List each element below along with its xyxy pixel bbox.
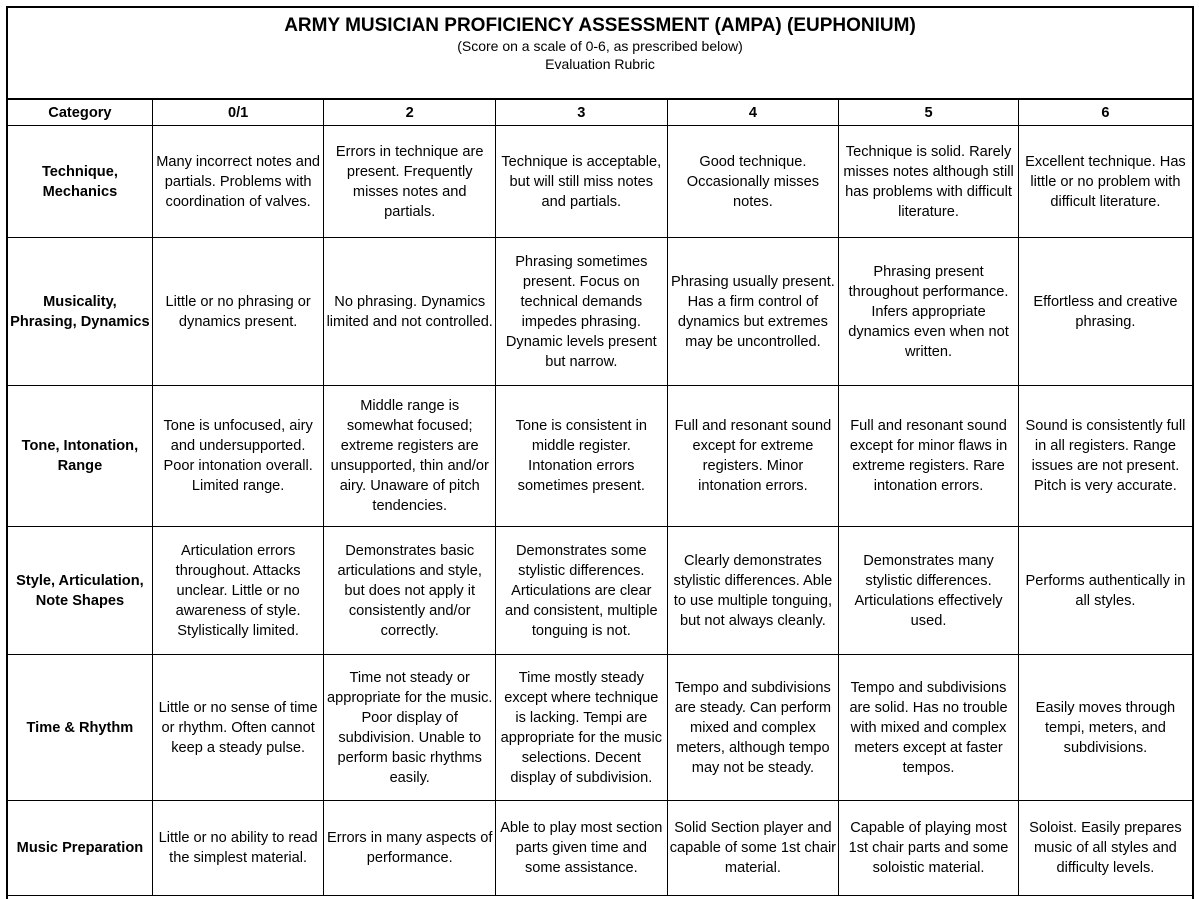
rubric-cell: Tone is unfocused, airy and undersupported. Poor intonation overall. Limited range. <box>152 386 324 527</box>
header-row <box>8 100 1192 126</box>
column-header-category: Category <box>8 100 152 126</box>
table-row <box>8 126 1192 238</box>
category-cell: Technique, Mechanics <box>8 126 152 238</box>
rubric-cell: Tempo and subdivisions are solid. Has no trouble with mixed and complex meters except at faster tempos. <box>839 655 1019 801</box>
rubric-cell: Good technique. Occasionally misses notes. <box>667 126 839 238</box>
column-header-score-2: 2 <box>324 100 496 126</box>
column-header-score-0-1: 0/1 <box>152 100 324 126</box>
rubric-cell: Soloist. Easily prepares music of all styles and difficulty levels. <box>1018 801 1192 896</box>
rubric-cell: Phrasing sometimes present. Focus on technical demands impedes phrasing. Dynamic levels present but narrow. <box>496 238 668 386</box>
rubric-cell: Clearly demonstrates stylistic differences. Able to use multiple tonguing, but not always cleanly. <box>667 527 839 655</box>
category-cell: Time & Rhythm <box>8 655 152 801</box>
category-cell: Musicality, Phrasing, Dynamics <box>8 238 152 386</box>
rubric-cell: Technique is solid. Rarely misses notes although still has problems with difficult literature. <box>839 126 1019 238</box>
rubric-cell: Effortless and creative phrasing. <box>1018 238 1192 386</box>
rubric-cell: Tone is consistent in middle register. Intonation errors sometimes present. <box>496 386 668 527</box>
category-cell: Tone, Intonation, Range <box>8 386 152 527</box>
rubric-cell: Easily moves through tempi, meters, and subdivisions. <box>1018 655 1192 801</box>
rubric-cell: Excellent technique. Has little or no problem with difficult literature. <box>1018 126 1192 238</box>
rubric-cell: Able to play most section parts given time and some assistance. <box>496 801 668 896</box>
table-row <box>8 238 1192 386</box>
rubric-cell: Phrasing present throughout performance. Infers appropriate dynamics even when not written. <box>839 238 1019 386</box>
rubric-cell: No phrasing. Dynamics limited and not controlled. <box>324 238 496 386</box>
table-row <box>8 655 1192 801</box>
column-header-score-3: 3 <box>496 100 668 126</box>
rubric-cell: Errors in technique are present. Frequently misses notes and partials. <box>324 126 496 238</box>
rubric-cell: Capable of playing most 1st chair parts and some soloistic material. <box>839 801 1019 896</box>
table-row <box>8 386 1192 527</box>
column-header-score-4: 4 <box>667 100 839 126</box>
rubric-cell: Articulation errors throughout. Attacks unclear. Little or no awareness of style. Stylistically limited. <box>152 527 324 655</box>
rubric-cell: Demonstrates many stylistic differences. Articulations effectively used. <box>839 527 1019 655</box>
column-header-score-5: 5 <box>839 100 1019 126</box>
table-row <box>8 527 1192 655</box>
document-header <box>8 8 1192 100</box>
rubric-cell: Technique is acceptable, but will still miss notes and partials. <box>496 126 668 238</box>
rubric-document <box>6 6 1194 899</box>
rubric-cell: Full and resonant sound except for extreme registers. Minor intonation errors. <box>667 386 839 527</box>
document-subtitle-rubric: Evaluation Rubric <box>545 56 655 72</box>
table-row <box>8 801 1192 896</box>
rubric-cell: Time not steady or appropriate for the music. Poor display of subdivision. Unable to perform basic rhythms easily. <box>324 655 496 801</box>
rubric-cell: Time mostly steady except where technique is lacking. Tempi are appropriate for the music selections. Decent display of subdivision. <box>496 655 668 801</box>
rubric-cell: Little or no ability to read the simplest material. <box>152 801 324 896</box>
column-header-score-6: 6 <box>1018 100 1192 126</box>
rubric-cell: Performs authentically in all styles. <box>1018 527 1192 655</box>
rubric-cell: Little or no phrasing or dynamics present. <box>152 238 324 386</box>
rubric-cell: Sound is consistently full in all registers. Range issues are not present. Pitch is very accurate. <box>1018 386 1192 527</box>
rubric-cell: Many incorrect notes and partials. Problems with coordination of valves. <box>152 126 324 238</box>
rubric-cell: Demonstrates basic articulations and style, but does not apply it consistently and/or correctly. <box>324 527 496 655</box>
category-cell: Style, Articulation, Note Shapes <box>8 527 152 655</box>
rubric-cell: Full and resonant sound except for minor flaws in extreme registers. Rare intonation errors. <box>839 386 1019 527</box>
rubric-cell: Demonstrates some stylistic differences. Articulations are clear and consistent, multiple tonguing is not. <box>496 527 668 655</box>
rubric-table <box>8 100 1192 896</box>
document-subtitle: (Score on a scale of 0-6, as prescribed below) <box>457 38 743 54</box>
rubric-cell: Phrasing usually present. Has a firm control of dynamics but extremes may be uncontrolled. <box>667 238 839 386</box>
rubric-cell: Solid Section player and capable of some 1st chair material. <box>667 801 839 896</box>
rubric-cell: Errors in many aspects of performance. <box>324 801 496 896</box>
category-cell: Music Preparation <box>8 801 152 896</box>
rubric-cell: Middle range is somewhat focused; extreme registers are unsupported, thin and/or airy. Unaware of pitch tendencies. <box>324 386 496 527</box>
document-title: ARMY MUSICIAN PROFICIENCY ASSESSMENT (AMPA) (EUPHONIUM) <box>284 15 916 36</box>
rubric-cell: Little or no sense of time or rhythm. Often cannot keep a steady pulse. <box>152 655 324 801</box>
rubric-cell: Tempo and subdivisions are steady. Can perform mixed and complex meters, although tempo may not be steady. <box>667 655 839 801</box>
